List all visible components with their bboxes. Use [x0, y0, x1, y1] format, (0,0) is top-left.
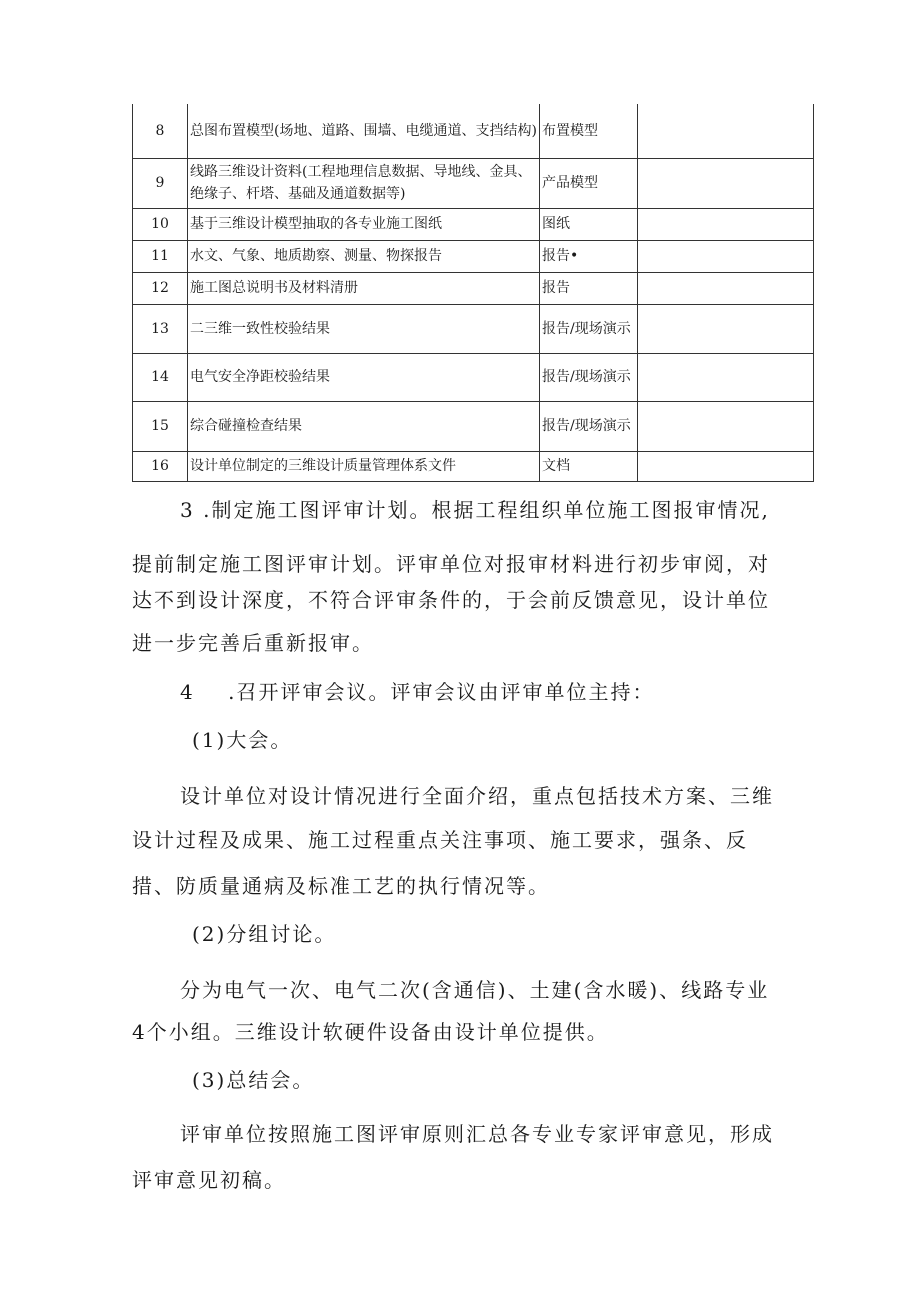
table-row	[133, 401, 814, 451]
paragraph-3-line-4: 进一步完善后重新报审。	[132, 631, 374, 655]
row-item-form: 布置模型	[540, 104, 638, 158]
deliverables-table	[132, 104, 814, 482]
table-row	[133, 104, 814, 158]
table-row	[133, 451, 814, 481]
row-note	[638, 158, 814, 208]
row-item-name: 线路三维设计资料(工程地理信息数据、导地线、金具、绝缘子、杆塔、基础及通道数据等)	[188, 158, 540, 208]
subsection-3-title: (3)总结会。	[192, 1068, 315, 1092]
row-item-name: 水文、气象、地质勘察、测量、物探报告	[188, 240, 540, 272]
paragraph-3-line-2: 提前制定施工图评审计划。评审单位对报审材料进行初步审阅，对	[132, 552, 770, 576]
row-item-form: 报告/现场演示	[540, 304, 638, 353]
row-note	[638, 304, 814, 353]
row-number: 11	[133, 240, 188, 272]
row-item-name: 二三维一致性校验结果	[188, 304, 540, 353]
row-note	[638, 272, 814, 304]
row-item-name: 电气安全净距校验结果	[188, 353, 540, 401]
subsection-1-line-2: 设计过程及成果、施工过程重点关注事项、施工要求，强条、反	[132, 828, 748, 852]
row-number: 8	[133, 104, 188, 158]
subsection-2-line-2: 4个小组。三维设计软硬件设备由设计单位提供。	[132, 1020, 609, 1044]
row-number: 15	[133, 401, 188, 451]
row-item-form: 图纸	[540, 208, 638, 240]
row-item-form: 文档	[540, 451, 638, 481]
row-item-name: 综合碰撞检查结果	[188, 401, 540, 451]
row-item-name: 施工图总说明书及材料清册	[188, 272, 540, 304]
row-item-form: 报告	[540, 272, 638, 304]
subsection-3-line-2: 评审意见初稿。	[132, 1168, 286, 1192]
row-number: 10	[133, 208, 188, 240]
row-item-form: 报告/现场演示	[540, 401, 638, 451]
row-note	[638, 353, 814, 401]
row-number: 13	[133, 304, 188, 353]
paragraph-4-heading: 4 .召开评审会议。评审会议由评审单位主持：	[180, 680, 655, 704]
subsection-2-line-1: 分为电气一次、电气二次(含通信)、土建(含水暖)、线路专业	[180, 978, 770, 1002]
row-item-form: 产品模型	[540, 158, 638, 208]
subsection-1-title: (1)大会。	[192, 728, 293, 752]
subsection-1-line-1: 设计单位对设计情况进行全面介绍，重点包括技术方案、三维	[180, 784, 774, 808]
subsection-2-title: (2)分组讨论。	[192, 922, 337, 946]
row-number: 12	[133, 272, 188, 304]
paragraph-3-line-3: 达不到设计深度，不符合评审条件的，于会前反馈意见，设计单位	[132, 588, 770, 612]
row-note	[638, 208, 814, 240]
row-item-name: 设计单位制定的三维设计质量管理体系文件	[188, 451, 540, 481]
table-row	[133, 158, 814, 208]
row-item-name: 基于三维设计模型抽取的各专业施工图纸	[188, 208, 540, 240]
row-note	[638, 240, 814, 272]
table-row	[133, 304, 814, 353]
row-item-form: 报告•	[540, 240, 638, 272]
table-row	[133, 208, 814, 240]
table-row	[133, 353, 814, 401]
table-row	[133, 240, 814, 272]
row-number: 16	[133, 451, 188, 481]
row-note	[638, 451, 814, 481]
subsection-3-line-1: 评审单位按照施工图评审原则汇总各专业专家评审意见，形成	[180, 1122, 774, 1146]
row-item-form: 报告/现场演示	[540, 353, 638, 401]
row-note	[638, 401, 814, 451]
row-number: 9	[133, 158, 188, 208]
row-item-name: 总图布置模型(场地、道路、围墙、电缆通道、支挡结构)	[188, 104, 540, 158]
subsection-1-line-3: 措、防质量通病及标准工艺的执行情况等。	[132, 874, 550, 898]
table-row	[133, 272, 814, 304]
row-note	[638, 104, 814, 158]
row-number: 14	[133, 353, 188, 401]
paragraph-3-line-1: 3 .制定施工图评审计划。根据工程组织单位施工图报审情况,	[180, 498, 770, 522]
